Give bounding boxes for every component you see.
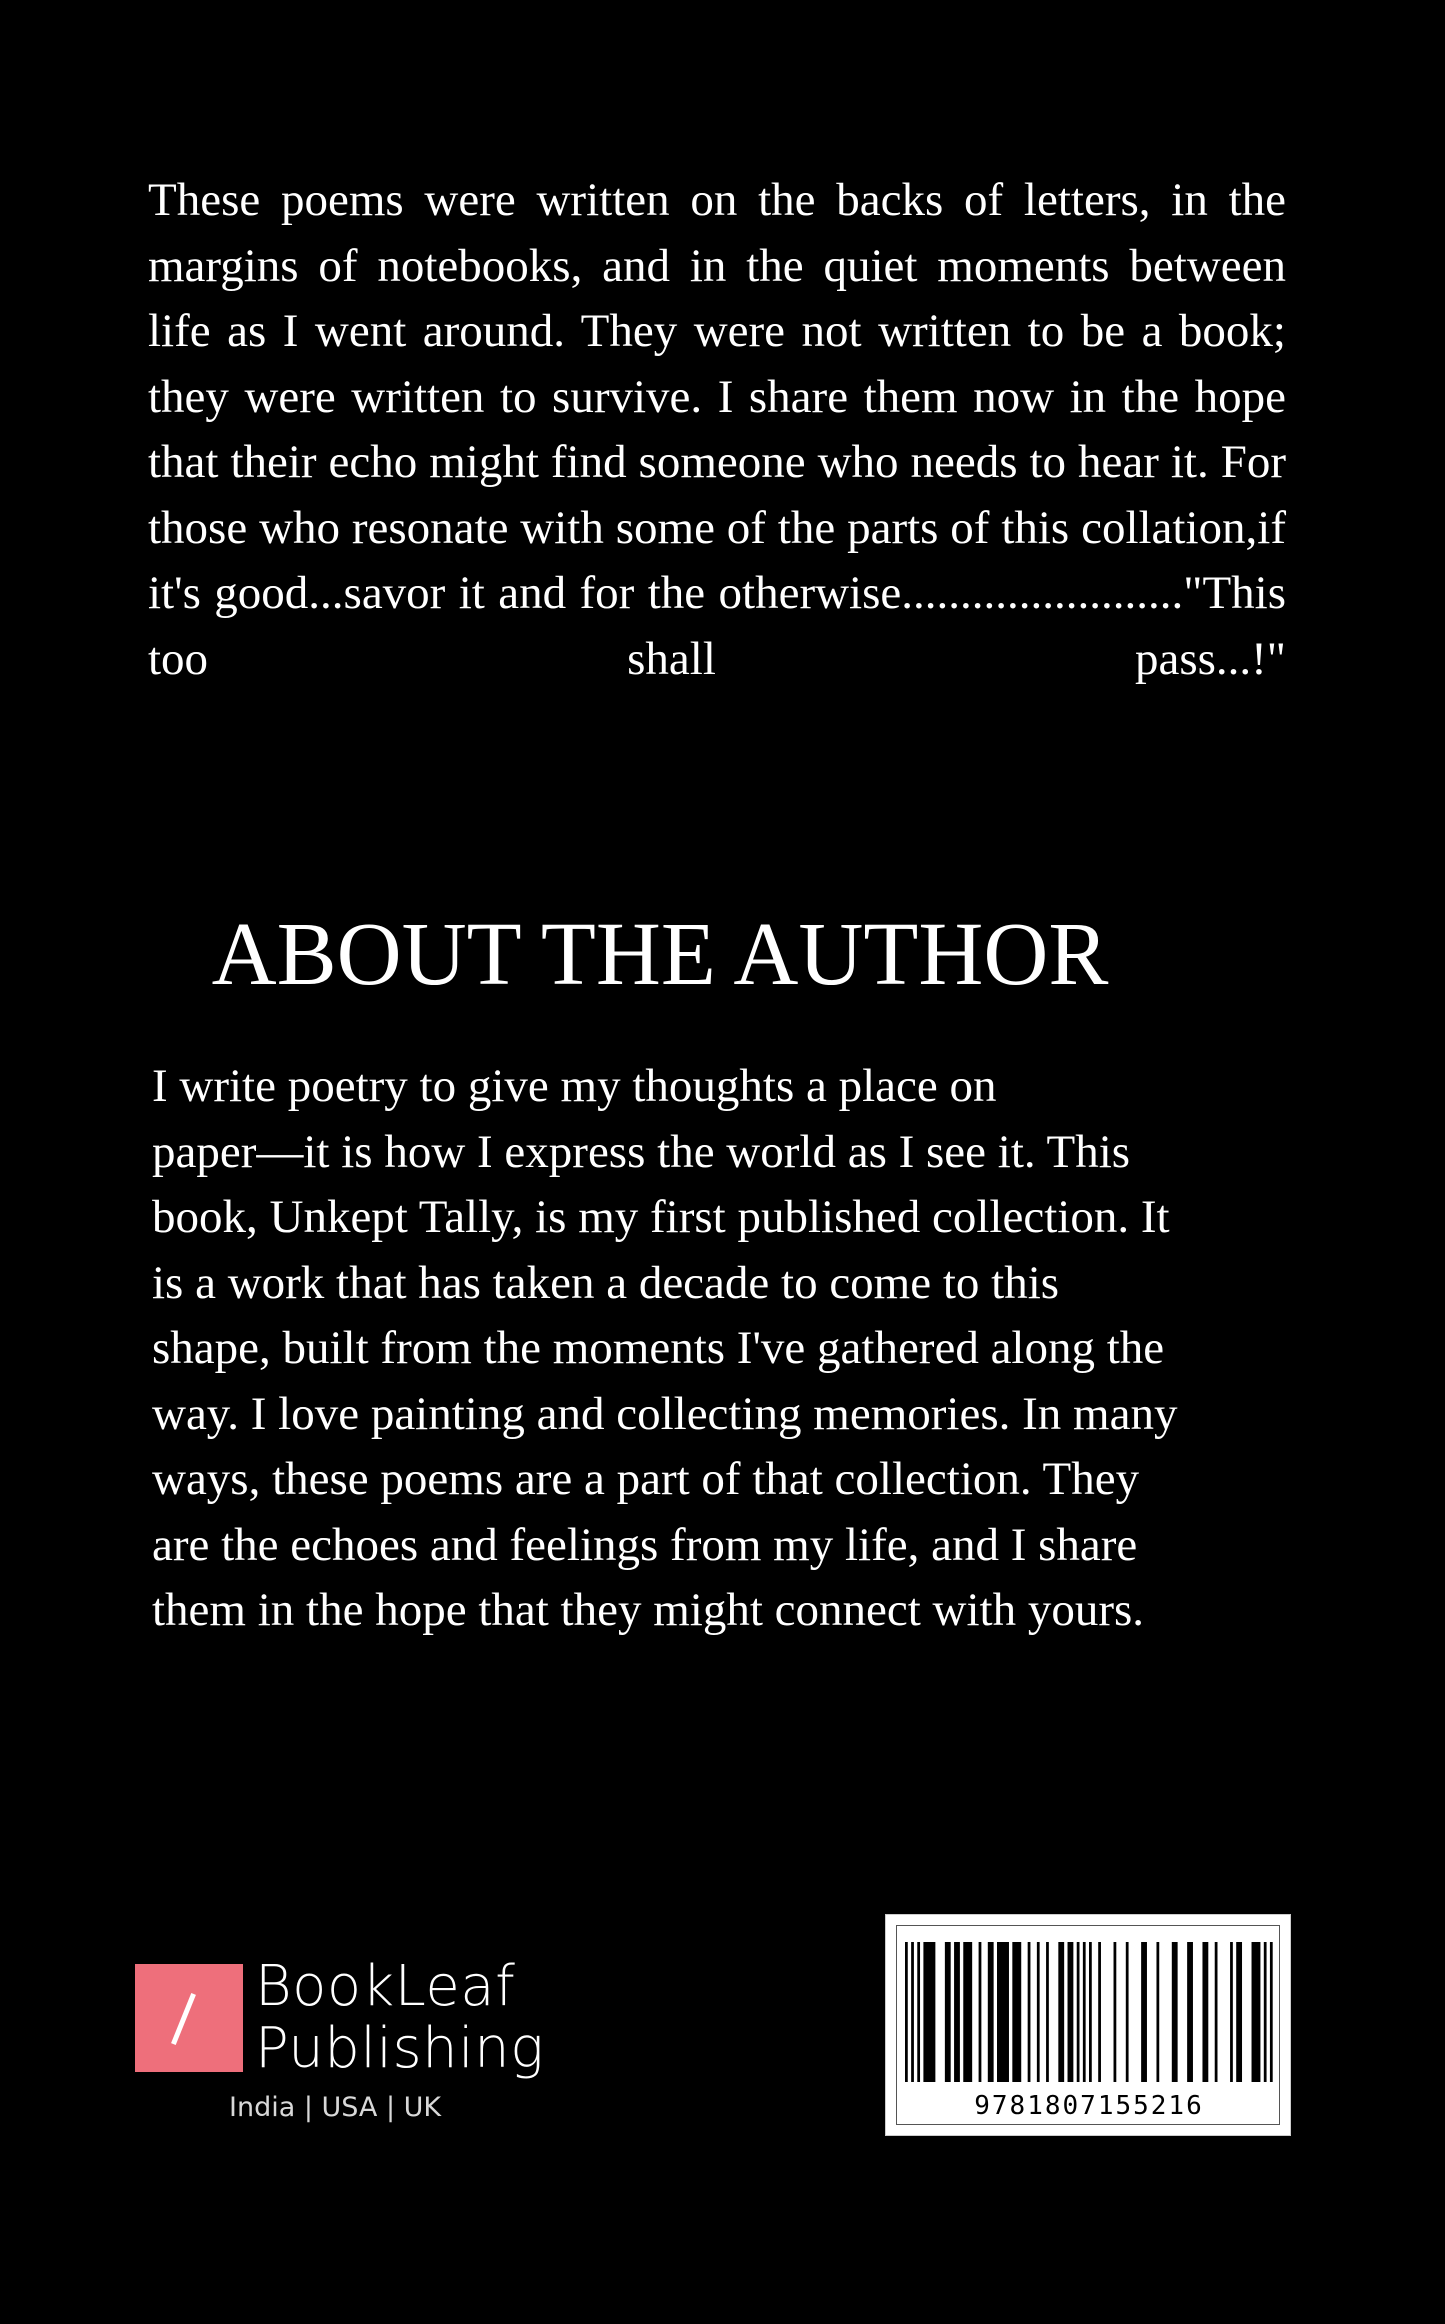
about-author-heading: ABOUT THE AUTHOR — [211, 905, 1109, 1004]
publisher-name — [255, 1956, 544, 2080]
about-line: paper—it is how I express the world as I see it. This — [152, 1125, 1131, 1178]
barcode-bar — [1264, 1942, 1267, 2082]
barcode-bar — [1230, 1942, 1233, 2082]
barcode-frame — [896, 1925, 1280, 2125]
barcode-bar — [988, 1942, 994, 2082]
barcode-bar — [1202, 1942, 1208, 2082]
publisher-regions: India | USA | UK — [229, 2092, 442, 2123]
barcode-bar — [1028, 1942, 1031, 2082]
barcode-bar — [1012, 1942, 1021, 2082]
publisher-mark — [135, 1964, 243, 2072]
barcode-bar — [1046, 1942, 1049, 2082]
about-line: book, Unkept Tally, is my first published collection. It — [152, 1191, 1170, 1243]
barcode-bar — [954, 1942, 960, 2082]
barcode-bar — [1252, 1942, 1261, 2082]
barcode-bar — [1098, 1942, 1101, 2082]
barcode-bar — [997, 1942, 1009, 2082]
barcode-bars — [905, 1942, 1273, 2082]
barcode-bar — [979, 1942, 982, 2082]
publisher-logo — [135, 1954, 555, 2142]
barcode-bar — [911, 1942, 914, 2082]
about-line: them in the hope that they might connect with yours. — [152, 1584, 1145, 1636]
barcode-bar — [1089, 1942, 1092, 2082]
about-line: ways, these poems are a part of that collection. They — [152, 1453, 1140, 1505]
barcode-bar — [1141, 1942, 1147, 2082]
back-cover-blurb: These poems were written on the backs of letters, in the margins of notebooks, and in the quiet moments between life as I went around. They were not written to be a book; they were written to survive. I share them now in the hope that their echo might find someone who needs to hear it. For those who resonate with some of the parts of this collation,if it's good...savor it and for the otherwise........................"This too shall pass...!" — [148, 174, 1286, 685]
barcode-bar — [1270, 1942, 1273, 2082]
about-line: shape, built from the moments I've gathered along the — [152, 1322, 1165, 1374]
barcode-bar — [1215, 1942, 1218, 2082]
barcode-bar — [1172, 1942, 1178, 2082]
barcode-bar — [1068, 1942, 1074, 2082]
barcode-bar — [917, 1942, 920, 2082]
barcode-bar — [1126, 1942, 1129, 2082]
publisher-name-line1: BookLeaf — [255, 1954, 516, 2019]
about-line: is a work that has taken a decade to come to this — [152, 1256, 1060, 1309]
barcode-bar — [1236, 1942, 1242, 2082]
about-line: way. I love painting and collecting memories. In many — [152, 1387, 1178, 1440]
barcode-bar — [905, 1942, 908, 2082]
barcode-bar — [1037, 1942, 1040, 2082]
publisher-name-line2: Publishing — [255, 2016, 545, 2081]
barcode-bar — [1077, 1942, 1080, 2082]
isbn-number: 9781807155216 — [974, 2091, 1204, 2121]
barcode-bar — [1114, 1942, 1117, 2082]
barcode-bar — [963, 1942, 972, 2082]
barcode-bar — [1083, 1942, 1086, 2082]
about-line: I write poetry to give my thoughts a place on — [152, 1060, 997, 1112]
barcode-bar — [923, 1942, 935, 2082]
barcode-bar — [945, 1942, 951, 2082]
barcode-bar — [1058, 1942, 1064, 2082]
about-author-text — [152, 1054, 1272, 1644]
barcode-bar — [1156, 1942, 1159, 2082]
slash-icon — [171, 1993, 196, 2045]
isbn-barcode — [885, 1914, 1291, 2136]
barcode-bar — [1187, 1942, 1193, 2082]
about-line: are the echoes and feelings from my life, and I share — [152, 1518, 1138, 1571]
